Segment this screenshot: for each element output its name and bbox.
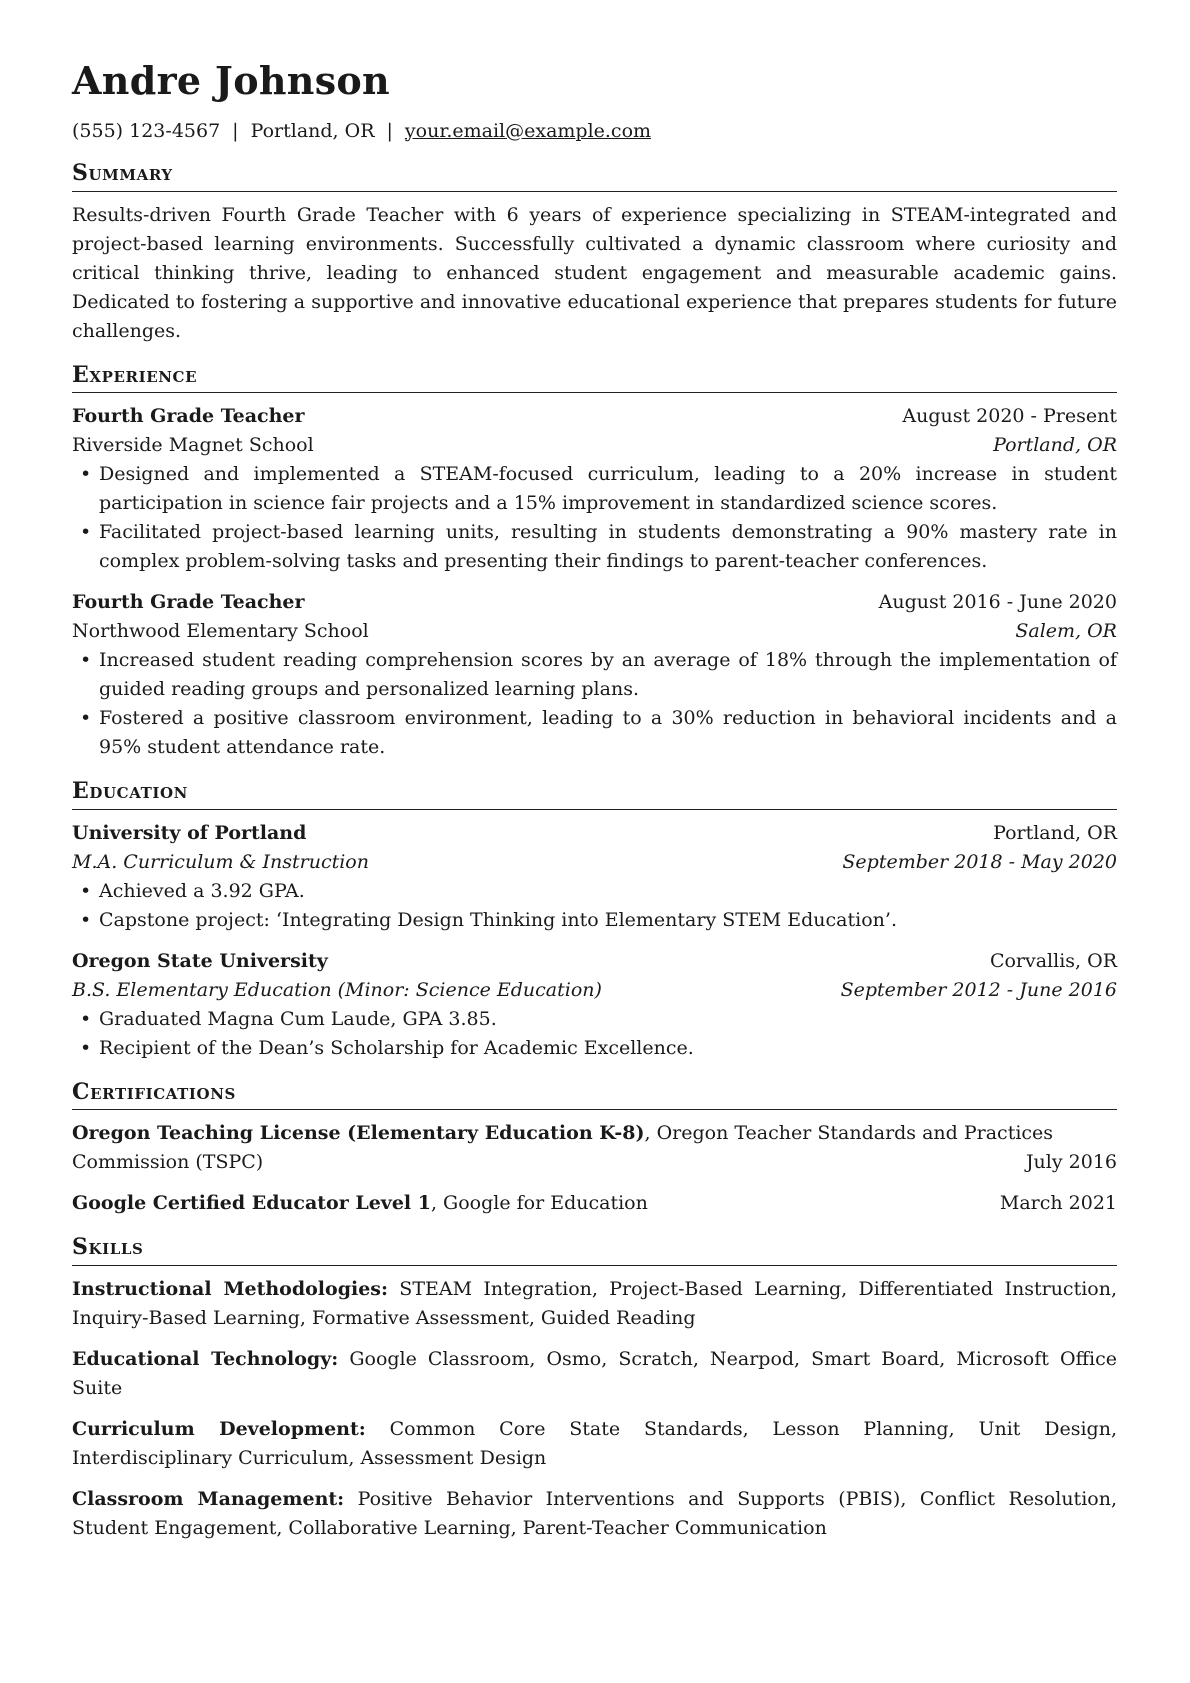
experience-section [72, 362, 1117, 763]
bullet-item: • Achieved a 3.92 GPA. [72, 877, 1117, 906]
bullet-item: • Increased student reading comprehension scores by an average of 18% through the implementation of guided reading groups and personalized learning plans. [72, 646, 1117, 704]
education-dates: September 2012 - June 2016 [840, 978, 1117, 1001]
education-bullets [72, 1005, 1117, 1063]
job-entry [72, 402, 1117, 576]
bullet-item: • Capstone project: ‘Integrating Design Thinking into Elementary STEM Education’. [72, 906, 1117, 935]
section-title-certifications: Certifications [72, 1079, 1117, 1111]
resume-page [72, 58, 1117, 1543]
section-title-skills: Skills [72, 1234, 1117, 1266]
skill-list: Common Core State Standards, Lesson Planning, Unit Design, Interdisciplinary Curriculum, Assessment Design [72, 1417, 1117, 1469]
certification-issuer: , Oregon Teacher Standards and Practices [644, 1122, 1054, 1145]
bullet-item: • Designed and implemented a STEAM-focused curriculum, leading to a 20% increase in student participation in science fair projects and a 15% improvement in standardized science scores. [72, 460, 1117, 518]
candidate-name: Andre Johnson [72, 58, 390, 103]
skill-group [72, 1345, 1117, 1403]
job-bullets [72, 646, 1117, 762]
certification-name: Google Certified Educator Level 1 [72, 1192, 431, 1215]
skill-label: Instructional Methodologies: [72, 1277, 388, 1300]
job-bullets [72, 460, 1117, 576]
certifications-section [72, 1079, 1117, 1219]
bullet-item: • Recipient of the Dean’s Scholarship for Academic Excellence. [72, 1034, 1117, 1063]
skill-label: Curriculum Development: [72, 1417, 366, 1440]
phone-number: (555) 123-4567 [72, 119, 221, 142]
certification-entry [72, 1119, 1117, 1177]
certification-entry [72, 1189, 1117, 1218]
contact-separator: | [232, 119, 239, 142]
job-role: Fourth Grade Teacher [72, 591, 305, 614]
school-location: Corvallis, OR [989, 949, 1117, 972]
skill-group [72, 1275, 1117, 1333]
email-link[interactable]: your.email@example.com [404, 119, 652, 142]
contact-separator: | [386, 119, 393, 142]
certification-date: July 2016 [1025, 1151, 1117, 1174]
school-name: University of Portland [72, 821, 307, 844]
summary-section [72, 160, 1117, 346]
school-name: Oregon State University [72, 949, 328, 972]
certification-date: March 2021 [999, 1192, 1117, 1215]
job-employer: Riverside Magnet School [72, 434, 314, 457]
bullet-item: • Graduated Magna Cum Laude, GPA 3.85. [72, 1005, 1117, 1034]
section-title-education: Education [72, 778, 1117, 810]
skill-list: Positive Behavior Interventions and Supports (PBIS), Conflict Resolution, Student Engagement, Collaborative Learning, Parent-Teacher Communication [72, 1487, 1117, 1539]
education-dates: September 2018 - May 2020 [842, 850, 1117, 873]
skill-list: Google Classroom, Osmo, Scratch, Nearpod, Smart Board, Microsoft Office Suite [72, 1347, 1118, 1399]
education-section [72, 778, 1117, 1063]
degree-name: M.A. Curriculum & Instruction [72, 850, 369, 873]
job-role: Fourth Grade Teacher [72, 405, 305, 428]
education-bullets [72, 877, 1117, 935]
certification-name: Oregon Teaching License (Elementary Education K-8) [72, 1122, 645, 1145]
skill-label: Classroom Management: [72, 1487, 345, 1510]
skill-list: STEAM Integration, Project-Based Learning, Differentiated Instruction, Inquiry-Based Learning, Formative Assessment, Guided Reading [72, 1277, 1117, 1329]
section-title-experience: Experience [72, 362, 1117, 394]
education-entry [72, 947, 1117, 1063]
contact-line [72, 118, 1117, 145]
skill-group [72, 1415, 1117, 1473]
job-location: Portland, OR [993, 434, 1117, 457]
job-entry [72, 588, 1117, 762]
job-dates: August 2016 - June 2020 [878, 591, 1117, 614]
certification-issuer: , Google for Education [430, 1192, 648, 1215]
bullet-item: • Fostered a positive classroom environment, leading to a 30% reduction in behavioral incidents and a 95% student attendance rate. [72, 704, 1117, 762]
summary-text: Results-driven Fourth Grade Teacher with 6 years of experience specializing in STEAM-integrated and project-based learning environments. Successfully cultivated a dynamic classroom where curiosity and critical thinking thrive, leading to enhanced student engagement and measurable academic gains. Dedicated to fostering a supportive and innovative educational experience that prepares students for future challenges. [72, 203, 1117, 342]
job-location: Salem, OR [1015, 620, 1117, 643]
job-employer: Northwood Elementary School [72, 620, 369, 643]
section-title-summary: Summary [72, 160, 1117, 192]
education-entry [72, 819, 1117, 935]
job-dates: August 2020 - Present [902, 405, 1117, 428]
bullet-item: • Facilitated project-based learning units, resulting in students demonstrating a 90% mastery rate in complex problem-solving tasks and presenting their findings to parent-teacher conferences. [72, 518, 1117, 576]
school-location: Portland, OR [993, 821, 1117, 844]
skill-group [72, 1485, 1117, 1543]
certification-issuer-cont: Commission (TSPC) [72, 1151, 264, 1174]
degree-name: B.S. Elementary Education (Minor: Science Education) [72, 978, 602, 1001]
location-text: Portland, OR [250, 119, 375, 142]
skill-label: Educational Technology: [72, 1347, 339, 1370]
skills-section [72, 1234, 1117, 1543]
